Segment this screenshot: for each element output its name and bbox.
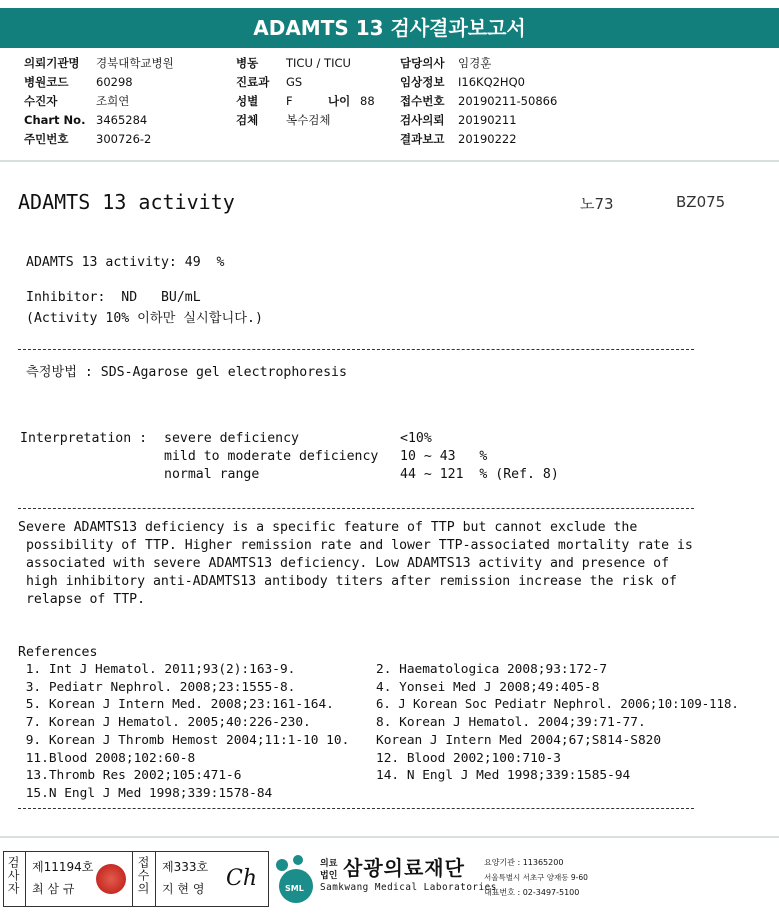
- report-heading: ADAMTS 13 activity: [18, 190, 235, 214]
- info-row: [24, 130, 174, 149]
- info-col3: [400, 54, 557, 149]
- interpretation-name: mild to moderate deficiency: [164, 449, 379, 464]
- info-value: 경북대학교병원: [96, 56, 174, 70]
- info-label: 병원코드: [24, 75, 69, 89]
- reference: 3. Pediatr Nephrol. 2008;23:1555-8.: [18, 680, 296, 695]
- footer-divider: [0, 836, 779, 838]
- info-label: 병동: [236, 56, 259, 70]
- info-row: [400, 130, 557, 149]
- info-label: 진료과: [236, 75, 270, 89]
- tester-seal: [96, 864, 126, 894]
- interpretation-range: <10%: [400, 431, 432, 446]
- info-value: 60298: [96, 75, 133, 89]
- reference: 12. Blood 2002;100:710-3: [376, 751, 561, 766]
- info-label: Chart No.: [24, 113, 86, 127]
- reference: Korean J Intern Med 2004;67;S814-S820: [376, 733, 662, 748]
- info-value: I16KQ2HQ0: [458, 75, 525, 89]
- info-label: 결과보고: [400, 132, 445, 146]
- info-col1: [24, 54, 174, 149]
- paragraph-line: associated with severe ADAMTS13 deficiency. Low ADAMTS13 activity and presence of: [18, 556, 670, 571]
- interpretation-label: Interpretation :: [20, 431, 148, 446]
- info-row: [400, 73, 557, 92]
- org-prefix: 의료: [320, 859, 338, 869]
- reference: 15.N Engl J Med 1998;339:1578-84: [18, 786, 273, 801]
- divider: [18, 508, 694, 509]
- info-row: [400, 92, 557, 111]
- info-label: 의뢰기관명: [24, 56, 80, 70]
- contact-line: 요양기관 : 11365200: [484, 858, 564, 867]
- org-prefix: 법인: [320, 871, 338, 881]
- contact-line: 서울특별시 서초구 양재동 9-60: [484, 873, 588, 882]
- interpretation-name: severe deficiency: [164, 431, 299, 446]
- info-value: 조희연: [96, 94, 130, 108]
- handwritten-mark: BZ075: [676, 193, 726, 211]
- handwritten-mark: 노73: [580, 195, 614, 213]
- info-value: 임경훈: [458, 56, 492, 70]
- info-row: [236, 92, 375, 111]
- info-row: [400, 54, 557, 73]
- reference: 11.Blood 2008;102:60-8: [18, 751, 196, 766]
- box-divider: [132, 852, 133, 906]
- info-row: [24, 54, 174, 73]
- method: 측정방법 : SDS-Agarose gel electrophoresis: [26, 365, 347, 380]
- reference: 5. Korean J Intern Med. 2008;23:161-164.: [18, 697, 334, 712]
- info-value: 20190211-50866: [458, 94, 558, 108]
- info-row: [400, 111, 557, 130]
- reference: 7. Korean J Hematol. 2005;40:226-230.: [18, 715, 311, 730]
- org-name: 삼광의료재단: [343, 856, 465, 880]
- reference: 13.Thromb Res 2002;105:471-6: [18, 768, 242, 783]
- info-col2: [236, 54, 375, 130]
- info-row: [236, 54, 375, 73]
- approver-name: 지 현 영: [162, 882, 205, 896]
- info-row: [24, 73, 174, 92]
- info-label: 검체: [236, 113, 259, 127]
- footer: [0, 848, 779, 917]
- info-row: [236, 111, 375, 130]
- info-value: TICU / TICU: [286, 56, 351, 70]
- activity-result: ADAMTS 13 activity: 49 %: [26, 255, 225, 270]
- info-label: 접수번호: [400, 94, 445, 108]
- paragraph-line: high inhibitory anti-ADAMTS13 antibody titers after remission increase the risk of: [18, 574, 677, 589]
- tester-name: 최 삼 규: [32, 882, 75, 896]
- reference: 2. Haematologica 2008;93:172-7: [376, 662, 608, 677]
- info-row: [24, 92, 174, 111]
- approver-label: 접수의: [136, 856, 150, 895]
- reference: 14. N Engl J Med 1998;339:1585-94: [376, 768, 631, 783]
- info-label: 수진자: [24, 94, 58, 108]
- info-value: 3465284: [96, 113, 148, 127]
- info-value: 복수검체: [286, 113, 331, 127]
- reference: 8. Korean J Hematol. 2004;39:71-77.: [376, 715, 646, 730]
- approver-no: 제333호: [162, 860, 209, 874]
- signature-box: [3, 851, 269, 907]
- divider: [18, 808, 694, 809]
- info-value: GS: [286, 75, 303, 89]
- info-label: 성별: [236, 94, 259, 108]
- report-title: ADAMTS 13 검사결과보고서: [0, 8, 779, 48]
- logo-text: SML: [285, 884, 304, 893]
- info-value: 300726-2: [96, 132, 152, 146]
- info-label: 담당의사: [400, 56, 445, 70]
- divider: [18, 349, 694, 350]
- interpretation-range: 44 ~ 121 % (Ref. 8): [400, 467, 559, 482]
- references-title: References: [18, 645, 98, 660]
- interpretation-name: normal range: [164, 467, 260, 482]
- reference: 1. Int J Hematol. 2011;93(2):163-9.: [18, 662, 296, 677]
- tester-no: 제11194호: [32, 860, 94, 874]
- info-label: 임상정보: [400, 75, 445, 89]
- age-value: 88: [360, 94, 375, 108]
- header-divider: [0, 160, 779, 162]
- info-row: [24, 111, 174, 130]
- paragraph-line: Severe ADAMTS13 deficiency is a specific feature of TTP but cannot exclude the: [18, 520, 638, 535]
- info-value: 20190211: [458, 113, 517, 127]
- paragraph-line: possibility of TTP. Higher remission rate and lower TTP-associated mortality rate is: [18, 538, 693, 553]
- reference: 6. J Korean Soc Pediatr Nephrol. 2006;10:109-118.: [376, 697, 739, 711]
- info-label: 검사의뢰: [400, 113, 445, 127]
- info-value: 20190222: [458, 132, 517, 146]
- signature: Ch: [226, 866, 258, 891]
- inhibitor-note: (Activity 10% 이하만 실시합니다.): [26, 311, 263, 326]
- tester-label: 검사자: [6, 856, 20, 895]
- box-divider: [25, 852, 26, 906]
- info-label: 주민번호: [24, 132, 69, 146]
- interpretation-range: 10 ~ 43 %: [400, 449, 488, 464]
- contact-line: 대표번호 : 02-3497-5100: [484, 888, 580, 897]
- info-value: F: [286, 94, 293, 108]
- org-english: Samkwang Medical Laboratories: [320, 882, 497, 893]
- paragraph-line: relapse of TTP.: [18, 592, 146, 607]
- reference: 4. Yonsei Med J 2008;49:405-8: [376, 680, 600, 695]
- reference: 9. Korean J Thromb Hemost 2004;11:1-10 10.: [18, 733, 350, 748]
- age-label: 나이: [328, 94, 351, 108]
- box-divider: [155, 852, 156, 906]
- inhibitor-result: Inhibitor: ND BU/mL: [26, 290, 201, 305]
- sml-logo-icon: [272, 852, 316, 906]
- info-row: [236, 73, 375, 92]
